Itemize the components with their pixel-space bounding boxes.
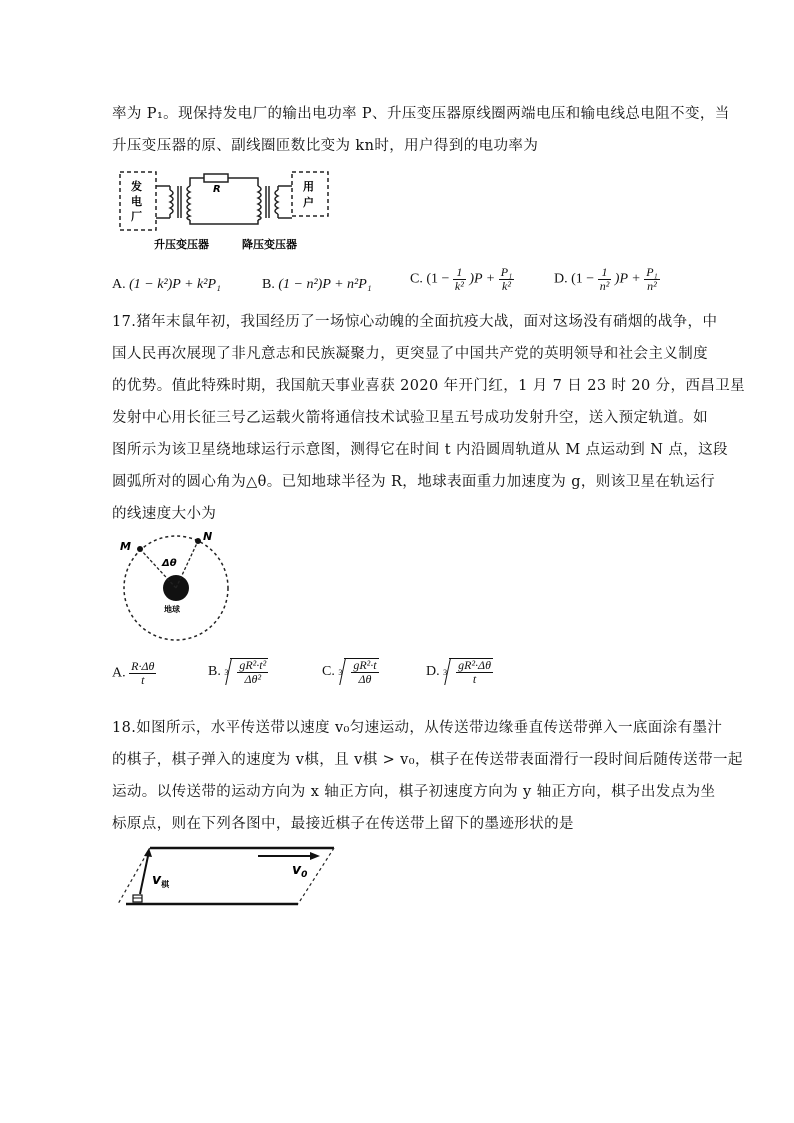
q17-option-a-den: t (141, 672, 145, 687)
q17-option-d-num: gR²·Δθ (458, 658, 491, 672)
q16-option-d-frac1 (598, 266, 612, 292)
q16-option-c (410, 266, 514, 292)
step-up-caption: 升压变压器 (154, 238, 209, 251)
v0-label (292, 862, 307, 880)
user-label-2: 户 (303, 196, 314, 209)
q17-option-c-index: 3 (338, 668, 343, 677)
q17-line-5: 图所示为该卫星绕地球运行示意图，测得它在时间 t 内沿圆周轨道从 M 点运动到 N 点，这段 (112, 442, 728, 458)
angle-label: Δθ (162, 558, 177, 569)
vq-label (152, 872, 170, 889)
q16-option-c-num2: P₁ (500, 265, 513, 279)
q17-option-b-index: 3 (224, 668, 229, 677)
q16-option-c-num1: 1 (453, 266, 466, 280)
q16-option-d-num1: 1 (598, 266, 612, 280)
q17-option-a-num: R·Δθ (131, 659, 155, 673)
q17-option-b-root (224, 658, 268, 685)
vq-arrow (140, 856, 148, 894)
q16-option-c-den1: k² (454, 278, 464, 293)
q16-option-d-den1: n² (599, 278, 610, 293)
q16-option-d-den2: n² (647, 278, 657, 293)
q18-line-3: 运动。以传送带的运动方向为 x 轴正方向，棋子初速度方向为 y 轴正方向，棋子出发点为坐 (112, 784, 716, 800)
q18-line-1: 18.如图所示，水平传送带以速度 v₀匀速运动，从传送带边缘垂直传送带弹入一底面涂有墨汁 (112, 720, 723, 736)
step-down-caption: 降压变压器 (242, 238, 297, 251)
q17-option-b-num: gR²·t² (239, 658, 267, 672)
point-m-label: M (120, 540, 131, 553)
q16-option-c-frac1 (453, 266, 466, 292)
resistor-label: R (213, 184, 221, 195)
q17-option-c-root (338, 658, 378, 685)
q17-option-c-label: C. (322, 663, 335, 679)
q16-option-d-num2: P₁ (646, 265, 658, 279)
user-box (292, 172, 328, 216)
q16-option-d-label: D. (554, 271, 568, 287)
user-label-1: 用 (303, 180, 314, 193)
q16-option-b (262, 276, 372, 294)
q17-option-b-label: B. (208, 663, 221, 679)
q16-option-b-label: B. (262, 277, 275, 292)
vq-symbol: v (152, 872, 162, 888)
q17-line-6: 圆弧所对的圆心角为△θ。已知地球半径为 R，地球表面重力加速度为 g，则该卫星在轨运行 (112, 474, 715, 490)
q17-option-a (112, 660, 156, 686)
v0-symbol: v (292, 862, 302, 878)
point-m (137, 546, 143, 552)
q16-option-c-frac2 (499, 266, 515, 292)
q17-line-1: 17.猪年末鼠年初，我国经历了一场惊心动魄的全面抗疫大战，面对这场没有硝烟的战争，中 (112, 314, 718, 330)
q17-option-d-index: 3 (443, 668, 448, 677)
q17-option-b-den: Δθ² (244, 671, 262, 686)
q16-option-d-pre: (1 − (571, 271, 595, 287)
q16-option-d-mid: )P + (614, 271, 641, 287)
power-plant-label-3: 厂 (131, 210, 142, 223)
q18-line-2: 的棋子，棋子弹入的速度为 v棋，且 v棋 > v₀，棋子在传送带表面滑行一段时间后随传送带一起 (112, 752, 743, 768)
q16-option-b-text: (1 − n²)P + n²P₁ (278, 277, 372, 292)
q16-option-d-frac2 (644, 266, 660, 292)
power-plant-label-2: 电 (131, 195, 142, 208)
resistor (204, 174, 228, 182)
earth-label: 地球 (164, 605, 180, 614)
transformer-circuit-figure (112, 168, 342, 254)
vq-subscript: 棋 (161, 880, 170, 889)
point-n (195, 538, 201, 544)
q16-option-c-mid: )P + (469, 271, 496, 287)
v0-subscript: 0 (301, 870, 308, 880)
q17-line-4: 发射中心用长征三号乙运载火箭将通信技术试验卫星五号成功发射升空，送入预定轨道。如 (112, 410, 708, 426)
q16-option-a-text: (1 − k²)P + k²P₁ (129, 277, 221, 292)
q17-option-a-frac (129, 660, 156, 686)
q17-option-c-num: gR²·t (353, 658, 377, 672)
q17-line-2: 国人民再次展现了非凡意志和民族凝聚力，更突显了中国共产党的英明领导和社会主义制度 (112, 346, 708, 362)
q17-option-d-den: t (472, 671, 477, 686)
q16-option-c-den2: k² (502, 278, 511, 293)
step-up-secondary-coil (187, 186, 190, 220)
q17-option-d-root (443, 658, 493, 685)
q16-option-d (554, 266, 660, 292)
q17-line-3: 的优势。值此特殊时期，我国航天事业喜获 2020 年开门红，1 月 7 日 23 时 20 分，西昌卫星 (112, 378, 746, 394)
step-up-primary-coil (170, 190, 173, 214)
power-plant-label-1: 发 (131, 180, 142, 193)
conveyor-belt-figure (112, 842, 344, 912)
q16-option-a (112, 276, 221, 294)
q17-option-d-label: D. (426, 663, 440, 679)
q16-option-c-pre: (1 − (426, 271, 450, 287)
q16-line-2: 升压变压器的原、副线圈匝数比变为 kn时，用户得到的电功率为 (112, 138, 539, 154)
point-n-label: N (203, 530, 213, 543)
q16-option-c-label: C. (410, 271, 423, 287)
v0-arrowhead (310, 852, 320, 860)
q17-option-b (208, 658, 268, 685)
q17-line-7: 的线速度大小为 (112, 506, 217, 522)
q16-line-1: 率为 P₁。现保持发电厂的输出电功率 P、升压变压器原线圈两端电压和输电线总电阻不变，当 (112, 106, 730, 122)
q17-option-a-label: A. (112, 665, 126, 681)
q16-option-a-label: A. (112, 277, 126, 292)
satellite-orbit-figure (112, 530, 242, 646)
radius-to-n (176, 541, 198, 588)
q18-line-4: 标原点，则在下列各图中，最接近棋子在传送带上留下的墨迹形状的是 (112, 816, 574, 832)
vq-arrowhead (144, 848, 152, 857)
q17-option-d (426, 658, 493, 685)
step-down-primary-coil (258, 186, 261, 220)
q17-option-c-den: Δθ (358, 671, 372, 686)
step-down-secondary-coil (275, 190, 278, 214)
q17-option-c (322, 658, 379, 685)
